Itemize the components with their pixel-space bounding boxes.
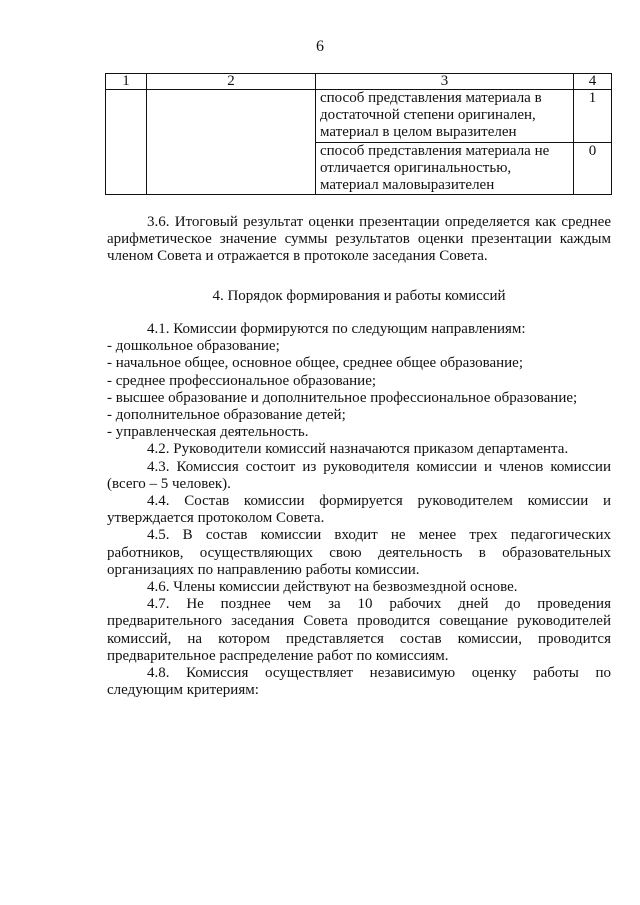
list-item: - среднее профессиональное образование; [107,372,377,389]
paragraph-3-6-block [107,214,611,266]
paragraph-4-7: 4.7. Не позднее чем за 10 рабочих дней до проведения предварительного заседания Совета проводится совещание руководителей комиссий, на котором представляется состав комиссии, проводится предварительное распределение работ по комиссиям. [107,596,611,664]
criterion-description: способ представления материала не отличается оригинальностью, материал маловыразителен [316,142,574,195]
list-item: - управленческая деятельность. [107,424,309,441]
list-item: - дополнительное образование детей; [107,407,346,424]
section-4-body [107,321,611,699]
table-cell-col1 [106,90,147,195]
header-cell-4: 4 [574,74,612,90]
header-cell-1: 1 [106,74,147,90]
table-header-row [106,74,612,90]
list-item: - дошкольное образование; [107,338,280,355]
paragraph-4-1: 4.1. Комиссии формируются по следующим направлениям: [147,321,526,337]
criterion-description: способ представления материала в достаточной степени оригинален, материал в целом выразителен [316,90,574,143]
page-number: 6 [316,38,324,55]
section-4-title: 4. Порядок формирования и работы комиссий [212,288,506,304]
criterion-score: 1 [574,90,612,143]
header-cell-2: 2 [147,74,316,90]
list-item: - высшее образование и дополнительное профессиональное образование; [107,389,578,406]
paragraph-4-5: 4.5. В состав комиссии входит не менее трех педагогических работников, осуществляющих свою деятельность в образовательных организациях по направлению работы комиссии. [107,527,611,578]
paragraph-4-4: 4.4. Состав комиссии формируется руководителем комиссии и утверждается протоколом Совета. [107,493,611,527]
criteria-table [105,73,612,195]
section-4-block [107,288,611,305]
header-cell-3: 3 [316,74,574,90]
paragraph-4-3: 4.3. Комиссия состоит из руководителя комиссии и членов комиссии (всего – 5 человек). [107,458,611,492]
paragraph-3-6: 3.6. Итоговый результат оценки презентации определяется как среднее арифметическое значение суммы результатов оценки презентации каждым членом Совета и отражается в протоколе заседания Совета. [107,214,611,265]
paragraph-4-6: 4.6. Члены комиссии действуют на безвозмездной основе. [147,579,518,596]
table-cell-col2 [147,90,316,195]
paragraph-4-2: 4.2. Руководители комиссий назначаются приказом департамента. [147,441,569,458]
table-row [106,90,612,143]
list-item: - начальное общее, основное общее, среднее общее образование; [107,355,524,372]
paragraph-4-8: 4.8. Комиссия осуществляет независимую оценку работы по следующим критериям: [107,665,611,699]
criterion-score: 0 [574,142,612,195]
